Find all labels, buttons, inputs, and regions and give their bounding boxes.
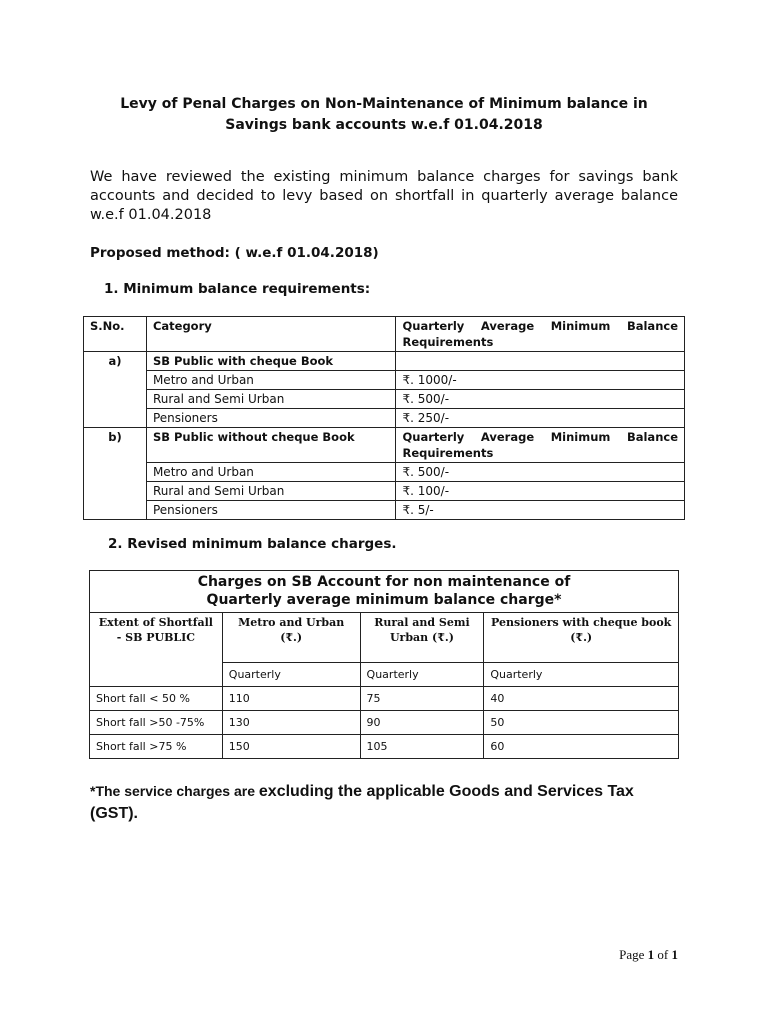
table1-group-b-sno: b) [84,428,147,520]
gst-note-prefix: *The service charges are [90,783,259,799]
table2-metro-value: 130 [222,711,360,735]
proposed-method-heading: Proposed method: ( w.e.f 01.04.2018) [90,245,379,261]
table2-header-shortfall: Extent of Shortfall - SB PUBLIC [90,613,223,687]
table1-header-sno: S.No. [84,317,147,352]
footer-page-word: Page [619,947,648,962]
table2-period-metro: Quarterly [222,663,360,687]
table2-metro-value: 150 [222,735,360,759]
section-1-heading: 1. Minimum balance requirements: [104,281,371,297]
table1-category: Pensioners [146,501,396,520]
table2-header-pensioners: Pensioners with cheque book (₹.) [484,613,679,663]
table2-shortfall-label: Short fall >75 % [90,735,223,759]
table1-amount: ₹. 500/- [396,390,685,409]
table2-pensioners-value: 40 [484,687,679,711]
table2-col-header-row [90,613,679,663]
table2-rural-value: 90 [360,711,484,735]
table1-amount: ₹. 250/- [396,409,685,428]
footer-current-page: 1 [647,947,655,962]
table-row [84,371,685,390]
table1-category: Rural and Semi Urban [146,390,396,409]
table1-category: Metro and Urban [146,371,396,390]
table1-header-row [84,317,685,352]
charges-table [89,570,679,759]
table2-pensioners-value: 50 [484,711,679,735]
table-row [84,463,685,482]
table2-heading [90,571,679,613]
table1-group-b-label: SB Public without cheque Book [146,428,396,463]
table-row [90,687,679,711]
table1-group-a-sno: a) [84,352,147,428]
table2-heading-line-1: Charges on SB Account for non maintenance of [197,574,571,590]
table-row [84,501,685,520]
table-row [84,409,685,428]
table1-header-requirement: Quarterly Average Minimum Balance Requirements [396,317,685,352]
table2-pensioners-value: 60 [484,735,679,759]
gst-note-text: excluding the applicable Goods and Services Tax (GST). [90,783,634,822]
table1-amount: ₹. 500/- [396,463,685,482]
table1-category: Rural and Semi Urban [146,482,396,501]
table-row [90,711,679,735]
table1-group-b-header: Quarterly Average Minimum Balance Requirements [396,428,685,463]
title-line-2: Savings bank accounts w.e.f 01.04.2018 [225,117,543,133]
table1-group-a-row [84,352,685,371]
footer-of-word: of [654,947,672,962]
table2-period-rural: Quarterly [360,663,484,687]
table2-heading-line-2: Quarterly average minimum balance charge* [206,592,562,608]
document-title [0,94,768,136]
gst-note [90,780,680,825]
table-row [84,482,685,501]
table2-metro-value: 110 [222,687,360,711]
table1-amount: ₹. 1000/- [396,371,685,390]
table1-amount: ₹. 100/- [396,482,685,501]
table-row [84,390,685,409]
table2-shortfall-label: Short fall < 50 % [90,687,223,711]
table-row [90,735,679,759]
table2-shortfall-label: Short fall >50 -75% [90,711,223,735]
table1-group-b-row [84,428,685,463]
table1-amount: ₹. 5/- [396,501,685,520]
table1-group-a-empty [396,352,685,371]
table1-header-category: Category [146,317,396,352]
page-footer [619,947,678,963]
title-line-1: Levy of Penal Charges on Non-Maintenance of Minimum balance in [120,96,648,112]
table1-group-a-label: SB Public with cheque Book [146,352,396,371]
minimum-balance-table [83,316,685,520]
footer-total-pages: 1 [671,947,678,962]
table2-rural-value: 105 [360,735,484,759]
intro-paragraph: We have reviewed the existing minimum balance charges for savings bank accounts and decided to levy based on shortfall in quarterly average balance w.e.f 01.04.2018 [90,169,678,223]
table2-period-pensioners: Quarterly [484,663,679,687]
table2-rural-value: 75 [360,687,484,711]
table2-header-rural: Rural and Semi Urban (₹.) [360,613,484,663]
table2-header-metro: Metro and Urban (₹.) [222,613,360,663]
section-2-heading: 2. Revised minimum balance charges. [108,536,397,552]
table1-category: Metro and Urban [146,463,396,482]
table1-category: Pensioners [146,409,396,428]
table2-heading-row [90,571,679,613]
